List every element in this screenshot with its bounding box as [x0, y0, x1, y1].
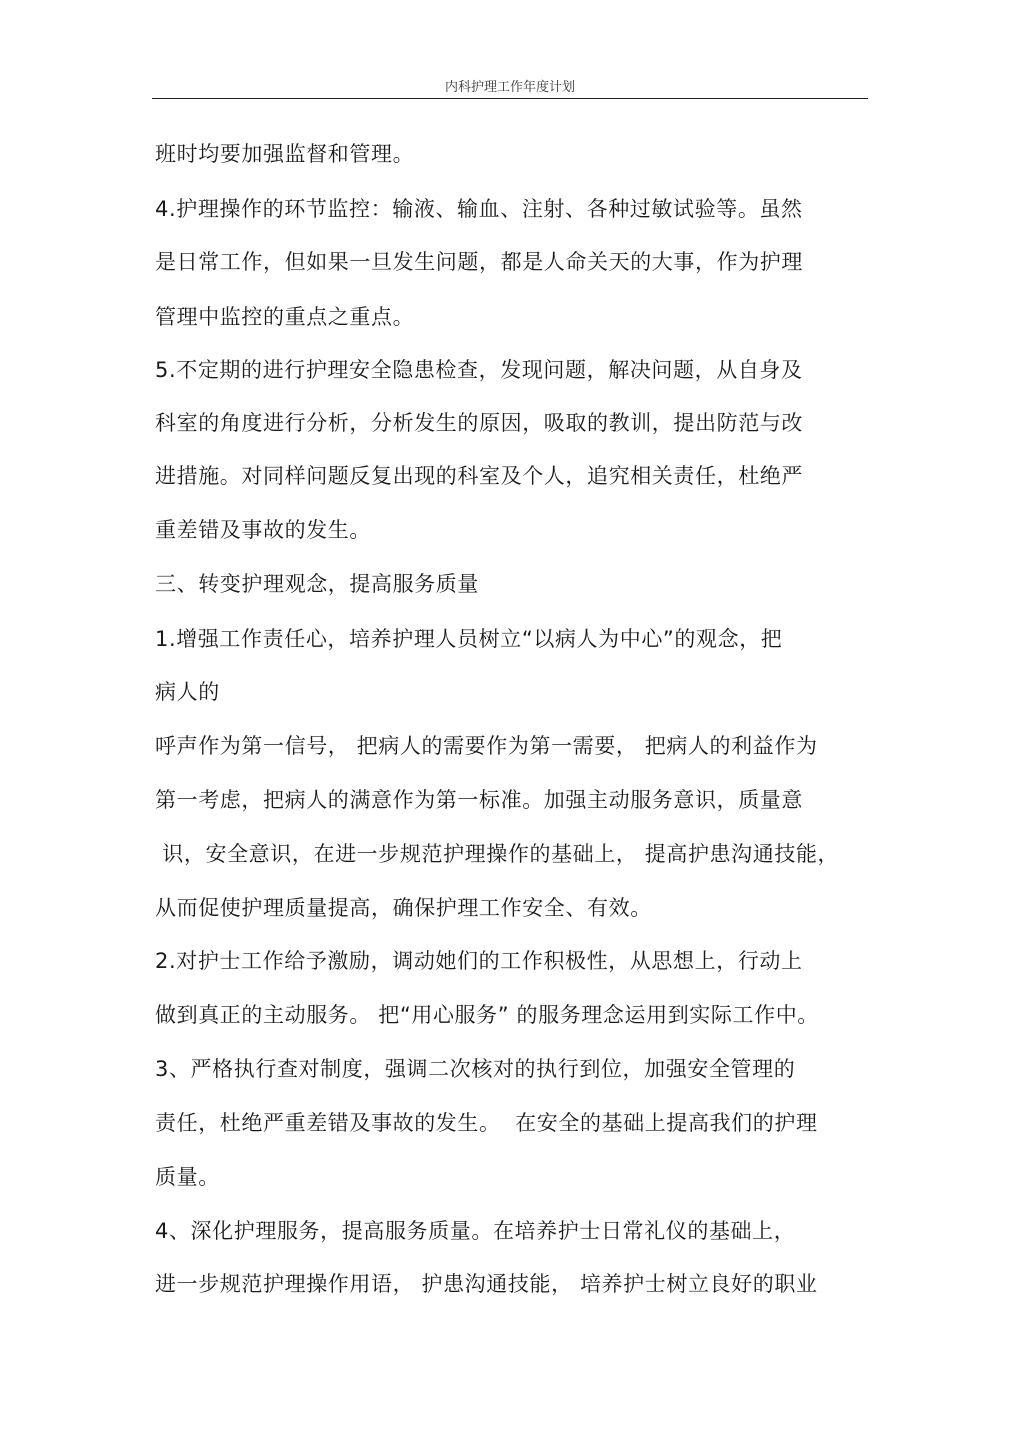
header-divider [152, 98, 868, 99]
body-line: 重差错及事故的发生。 [155, 518, 371, 542]
body-line: 从而促使护理质量提高，确保护理工作安全、有效。 [155, 896, 652, 920]
body-line: 进措施。对同样问题反复出现的科室及个人，追究相关责任，杜绝严 [155, 464, 803, 488]
body-line: 5.不定期的进行护理安全隐患检查，发现问题，解决问题，从自身及 [155, 358, 803, 382]
body-line: 做到真正的主动服务。 把“用心服务” 的服务理念运用到实际工作中。 [155, 1003, 819, 1027]
body-line: 质量。 [155, 1165, 220, 1189]
body-line: 2.对护士工作给予激励，调动她们的工作积极性，从思想上，行动上 [155, 949, 803, 973]
body-line: 第一考虑，把病人的满意作为第一标准。加强主动服务意识，质量意 [155, 788, 803, 812]
body-line: 病人的 [155, 680, 220, 704]
body-line: 是日常工作，但如果一旦发生问题，都是人命关天的大事，作为护理 [155, 250, 803, 274]
body-line: 3、严格执行查对制度，强调二次核对的执行到位，加强安全管理的 [155, 1057, 796, 1081]
body-line: 1.增强工作责任心，培养护理人员树立“以病人为中心”的观念，把 [155, 627, 783, 651]
section-heading: 三、转变护理观念，提高服务质量 [155, 572, 479, 596]
body-line: 4.护理操作的环节监控：输液、输血、注射、各种过敏试验等。虽然 [155, 197, 803, 221]
body-line: 4、深化护理服务，提高服务质量。在培养护士日常礼仪的基础上， [155, 1219, 796, 1243]
body-line: 科室的角度进行分析，分析发生的原因，吸取的教训，提出防范与改 [155, 411, 803, 435]
body-line: 识，安全意识，在进一步规范护理操作的基础上， 提高护患沟通技能， [155, 842, 840, 866]
page-header-title: 内科护理工作年度计划 [444, 80, 575, 95]
body-line: 责任，杜绝严重差错及事故的发生。 在安全的基础上提高我们的护理 [155, 1111, 818, 1135]
body-line: 管理中监控的重点之重点。 [155, 305, 415, 329]
body-line: 呼声作为第一信号， 把病人的需要作为第一需要， 把病人的利益作为 [155, 734, 818, 758]
body-line: 进一步规范护理操作用语， 护患沟通技能， 培养护士树立良好的职业 [155, 1272, 818, 1296]
body-line: 班时均要加强监督和管理。 [155, 142, 415, 166]
